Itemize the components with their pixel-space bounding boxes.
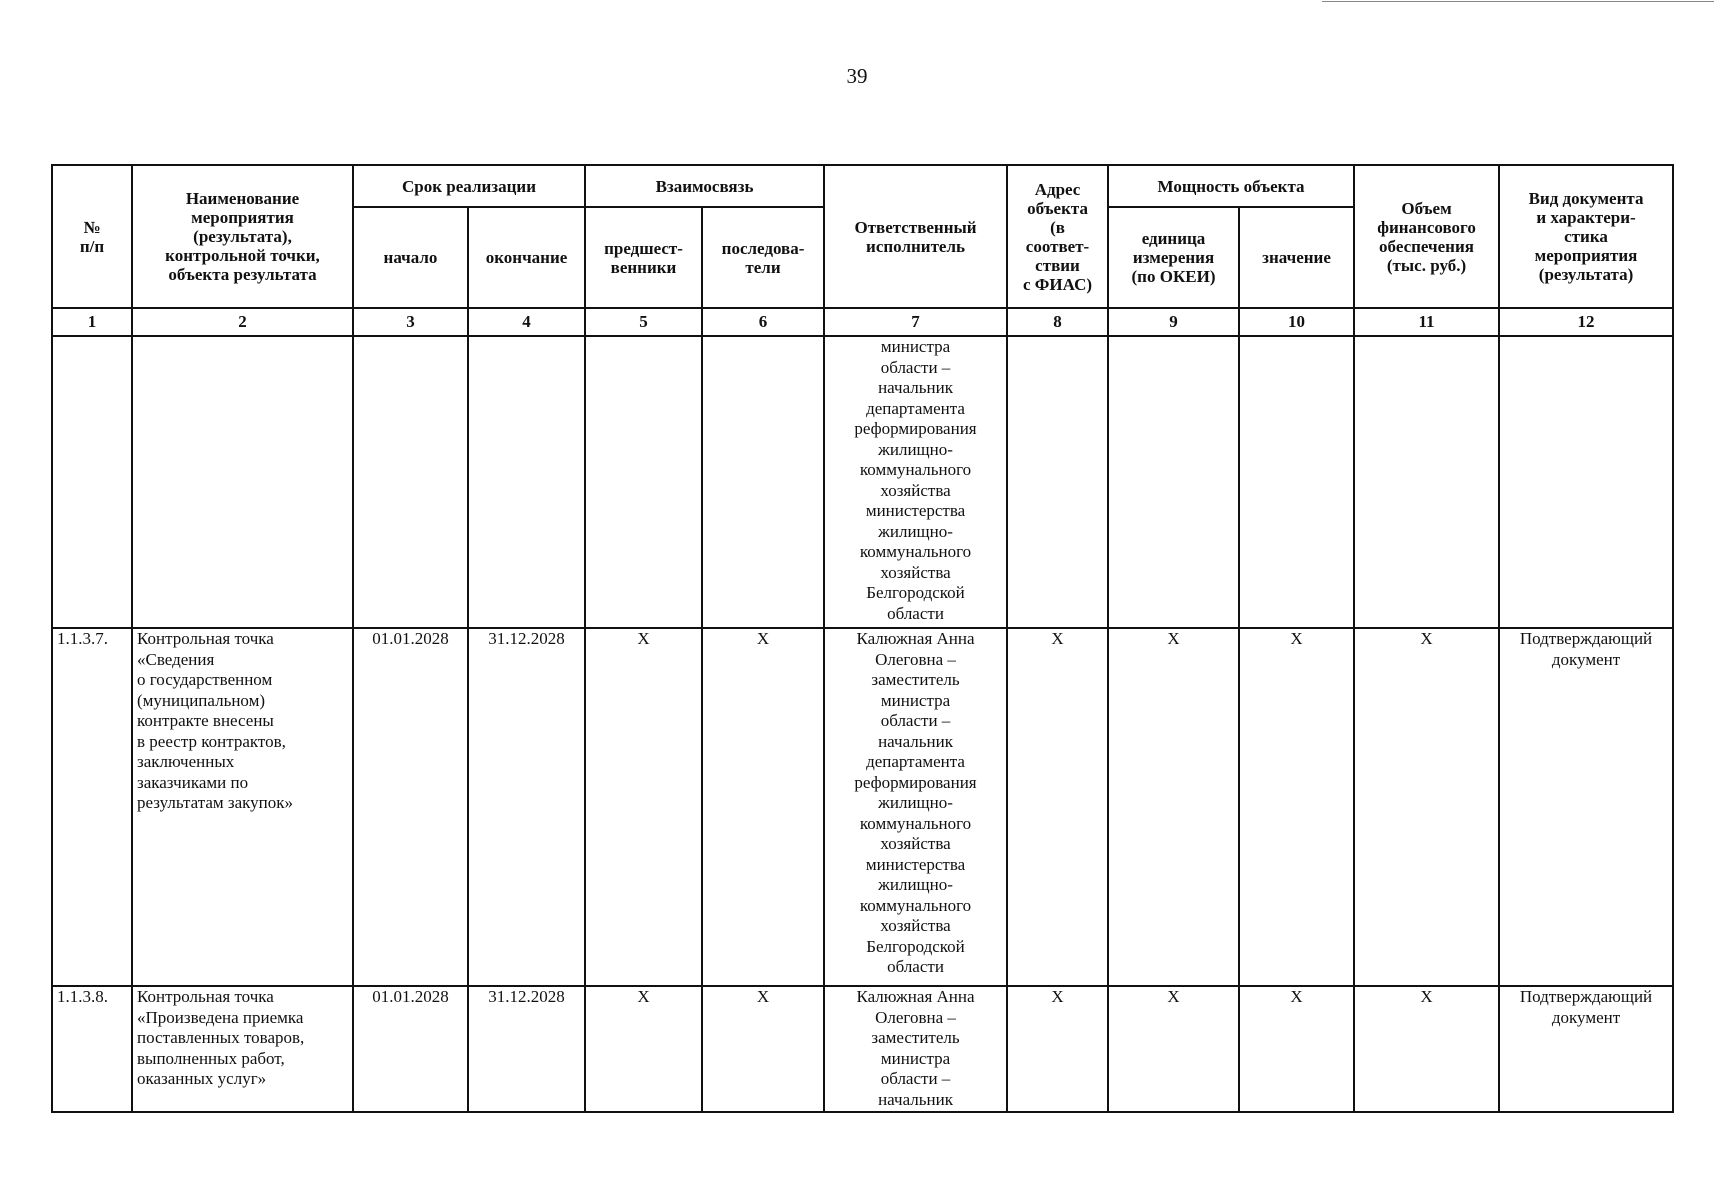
scan-edge-line xyxy=(1322,1,1714,2)
row-end xyxy=(468,336,585,628)
row-doc: Подтверждающий документ xyxy=(1499,986,1673,1112)
row-next: X xyxy=(702,986,824,1112)
row-next: X xyxy=(702,628,824,986)
row-end: 31.12.2028 xyxy=(468,986,585,1112)
column-number: 3 xyxy=(353,308,468,336)
column-number: 12 xyxy=(1499,308,1673,336)
page-number: 39 xyxy=(846,64,868,88)
column-number: 11 xyxy=(1354,308,1499,336)
row-unit: X xyxy=(1108,986,1239,1112)
row-finance xyxy=(1354,336,1499,628)
row-name: Контрольная точка «Произведена приемка поставленных товаров, выполненных работ, оказанных услуг» xyxy=(132,986,353,1112)
row-end: 31.12.2028 xyxy=(468,628,585,986)
column-number: 9 xyxy=(1108,308,1239,336)
header-capacity-unit: единица измерения (по ОКЕИ) xyxy=(1108,207,1239,308)
column-number: 8 xyxy=(1007,308,1108,336)
header-link-prev: предшест- венники xyxy=(585,207,702,308)
row-finance: X xyxy=(1354,628,1499,986)
header-capacity: Мощность объекта xyxy=(1108,165,1354,207)
row-next xyxy=(702,336,824,628)
header-term-start: начало xyxy=(353,207,468,308)
header-term: Срок реализации xyxy=(353,165,585,207)
row-address: X xyxy=(1007,628,1108,986)
header-num: № п/п xyxy=(52,165,132,308)
header-capacity-value: значение xyxy=(1239,207,1354,308)
header-term-end: окончание xyxy=(468,207,585,308)
header-doc: Вид документа и характери- стика мероприятия (результата) xyxy=(1499,165,1673,308)
row-num: 1.1.3.7. xyxy=(52,628,132,986)
row-num xyxy=(52,336,132,628)
row-doc xyxy=(1499,336,1673,628)
header-address: Адрес объекта (в соответ- ствии с ФИАС) xyxy=(1007,165,1108,308)
table-row xyxy=(52,986,1673,1112)
row-name xyxy=(132,336,353,628)
row-num: 1.1.3.8. xyxy=(52,986,132,1112)
row-unit xyxy=(1108,336,1239,628)
header-finance: Объем финансового обеспечения (тыс. руб.) xyxy=(1354,165,1499,308)
table-row xyxy=(52,628,1673,986)
column-number: 1 xyxy=(52,308,132,336)
row-responsible: Калюжная Анна Олеговна – заместитель министра области – начальник xyxy=(824,986,1007,1112)
column-number: 10 xyxy=(1239,308,1354,336)
row-value: X xyxy=(1239,986,1354,1112)
row-address: X xyxy=(1007,986,1108,1112)
row-prev: X xyxy=(585,986,702,1112)
row-doc: Подтверждающий документ xyxy=(1499,628,1673,986)
row-unit: X xyxy=(1108,628,1239,986)
row-name: Контрольная точка «Сведения о государственном (муниципальном) контракте внесены в реестр контрактов, заключенных заказчиками по результатам закупок» xyxy=(132,628,353,986)
row-start: 01.01.2028 xyxy=(353,628,468,986)
row-responsible: министра области – начальник департамента реформирования жилищно- коммунального хозяйства министерства жилищно- коммунального хозяйства Белгородской области xyxy=(824,336,1007,628)
row-value: X xyxy=(1239,628,1354,986)
header-link: Взаимосвязь xyxy=(585,165,824,207)
column-number: 5 xyxy=(585,308,702,336)
header-name: Наименование мероприятия (результата), контрольной точки, объекта результата xyxy=(132,165,353,308)
header-link-next: последова- тели xyxy=(702,207,824,308)
row-start: 01.01.2028 xyxy=(353,986,468,1112)
row-start xyxy=(353,336,468,628)
plan-table xyxy=(51,164,1674,1113)
column-number: 6 xyxy=(702,308,824,336)
table-row xyxy=(52,336,1673,628)
row-finance: X xyxy=(1354,986,1499,1112)
row-value xyxy=(1239,336,1354,628)
column-number: 7 xyxy=(824,308,1007,336)
column-number-row xyxy=(52,308,1673,336)
row-responsible: Калюжная Анна Олеговна – заместитель министра области – начальник департамента реформирования жилищно- коммунального хозяйства министерства жилищно- коммунального хозяйства Белгородской области xyxy=(824,628,1007,986)
header-responsible: Ответственный исполнитель xyxy=(824,165,1007,308)
column-number: 2 xyxy=(132,308,353,336)
row-address xyxy=(1007,336,1108,628)
column-number: 4 xyxy=(468,308,585,336)
row-prev: X xyxy=(585,628,702,986)
row-prev xyxy=(585,336,702,628)
